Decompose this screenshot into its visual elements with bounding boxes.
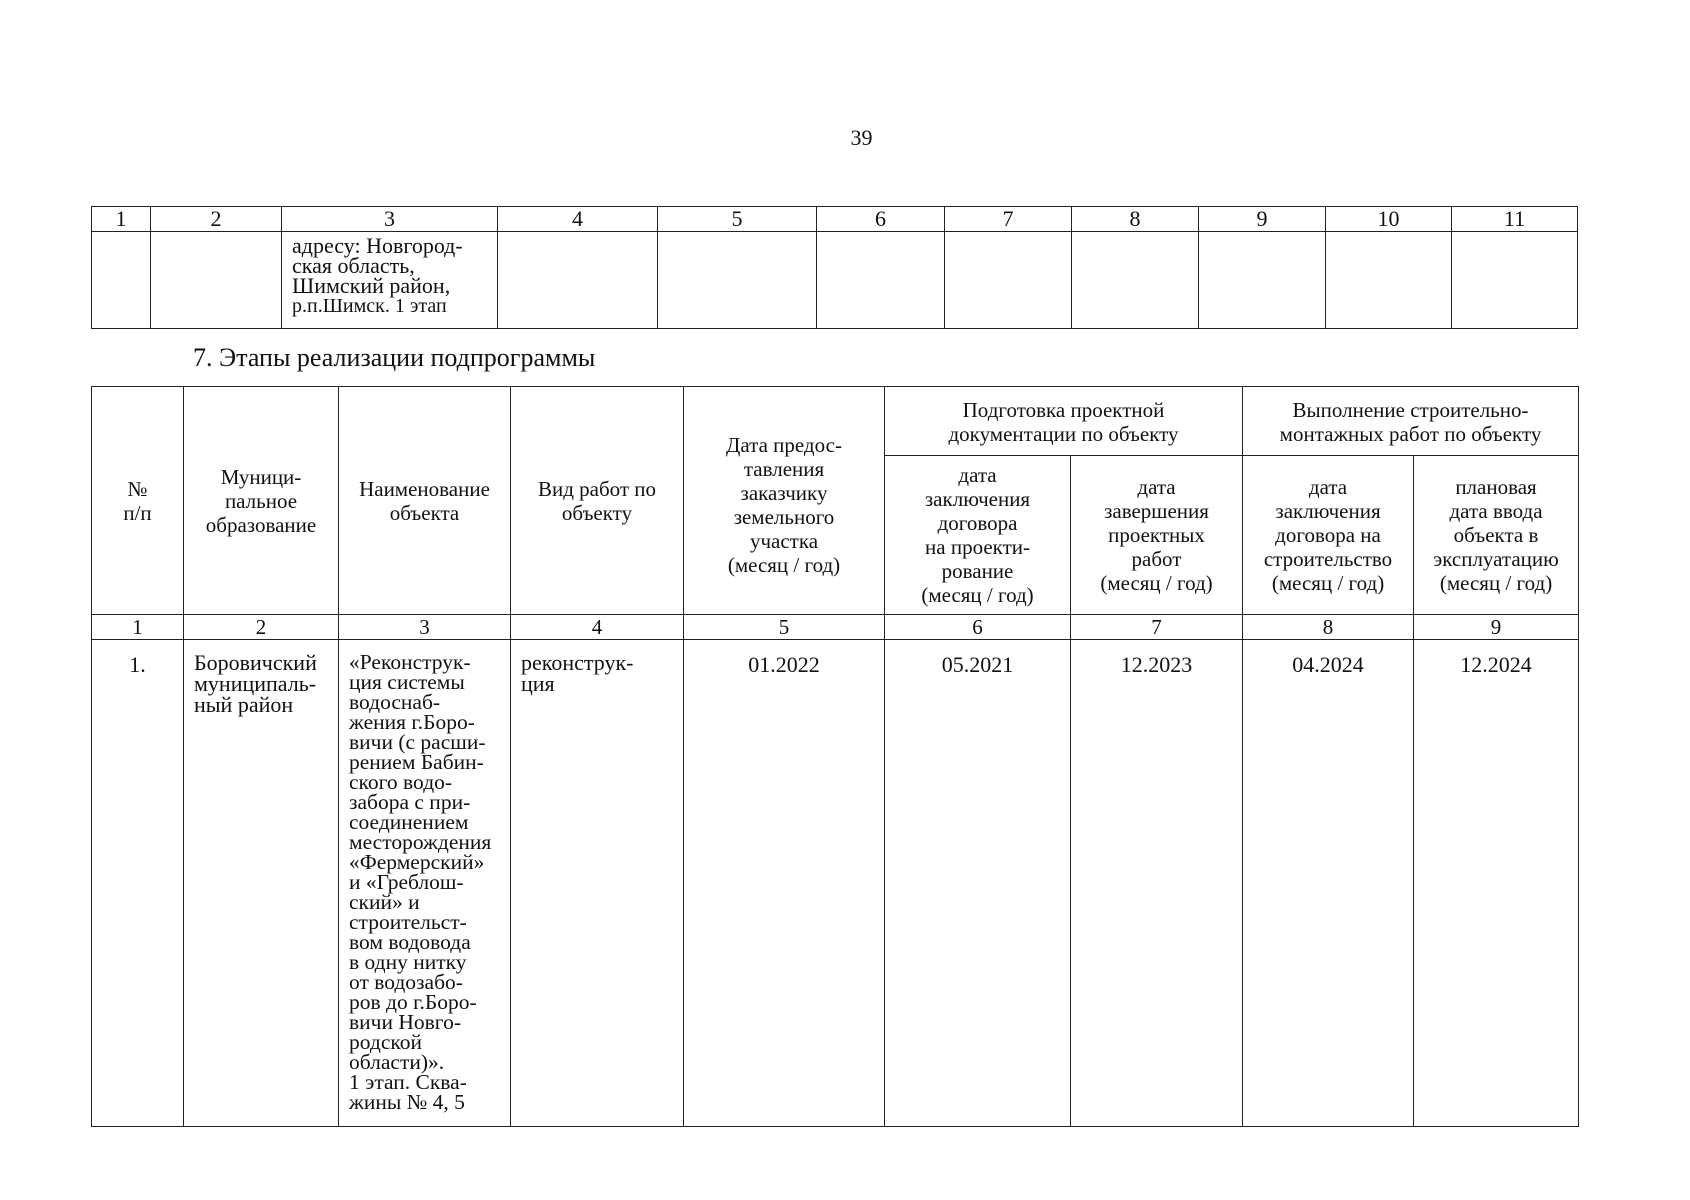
address-line: р.п.Шимск. 1 этап	[292, 295, 447, 317]
column-number-row	[92, 615, 1579, 640]
header-work-type: Вид работ по объекту	[511, 387, 684, 615]
address-line: Шимский район,	[292, 273, 451, 298]
empty-cell	[1072, 232, 1199, 329]
column-number: 6	[885, 615, 1071, 640]
row-number: 1.	[92, 640, 184, 1127]
header-num: № п/п	[92, 387, 184, 615]
header-design-contract-date: дата заключения договора на проекти- рование (месяц / год)	[885, 456, 1071, 615]
column-number: 10	[1326, 207, 1452, 232]
empty-cell	[817, 232, 945, 329]
empty-cell	[945, 232, 1072, 329]
column-number: 7	[945, 207, 1072, 232]
header-group-construction: Выполнение строительно- монтажных работ по объекту	[1243, 387, 1579, 456]
column-number: 2	[151, 207, 282, 232]
column-number: 5	[684, 615, 885, 640]
column-number: 11	[1452, 207, 1578, 232]
empty-cell	[151, 232, 282, 329]
column-number: 9	[1199, 207, 1326, 232]
header-design-completion-date: дата завершения проектных работ (месяц / год)	[1071, 456, 1243, 615]
empty-cell	[92, 232, 151, 329]
header-land-date: Дата предос- тавления заказчику земельного участка (месяц / год)	[684, 387, 885, 615]
column-number: 9	[1414, 615, 1579, 640]
empty-cell	[1326, 232, 1452, 329]
table-row	[92, 232, 1578, 329]
land-date-cell: 01.2022	[684, 640, 885, 1127]
page-number: 39	[850, 125, 873, 150]
column-number: 1	[92, 207, 151, 232]
design-completion-date-cell: 12.2023	[1071, 640, 1243, 1127]
column-number: 4	[498, 207, 658, 232]
column-number: 3	[339, 615, 511, 640]
header-group-design: Подготовка проектной документации по объекту	[885, 387, 1243, 456]
commissioning-date-cell: 12.2024	[1414, 640, 1579, 1127]
table-row	[92, 640, 1579, 1127]
column-number: 3	[282, 207, 498, 232]
header-commissioning-date: плановая дата ввода объекта в эксплуатацию (месяц / год)	[1414, 456, 1579, 615]
header-row-1	[92, 387, 1579, 456]
header-municipality: Муници- пальное образование	[184, 387, 339, 615]
column-number: 5	[658, 207, 817, 232]
empty-cell	[658, 232, 817, 329]
address-line: адресу: Новгород-	[292, 233, 463, 258]
municipality-cell: Боровичский муниципаль- ный район	[184, 640, 339, 1127]
stages-table	[91, 386, 1579, 1127]
address-cell	[282, 232, 498, 329]
continuation-table	[91, 206, 1578, 329]
header-object-name: Наименование объекта	[339, 387, 511, 615]
construction-contract-date-cell: 04.2024	[1243, 640, 1414, 1127]
header-construction-contract-date: дата заключения договора на строительство (месяц / год)	[1243, 456, 1414, 615]
design-contract-date-cell: 05.2021	[885, 640, 1071, 1127]
empty-cell	[1452, 232, 1578, 329]
column-number: 7	[1071, 615, 1243, 640]
column-number: 2	[184, 615, 339, 640]
section-title: 7. Этапы реализации подпрограммы	[193, 343, 596, 372]
object-name-cell: «Реконструк- ция системы водоснаб- жения г.Боро- вичи (с расши- рением Бабин- ского водо- забора с при- соединением месторождения «Фермерский» и «Греблош- ский» и строительст- вом водовода в одну нитку от водозабо- ров до г.Боро- вичи Новго- родской области)». 1 этап. Сква- жины № 4, 5	[339, 640, 511, 1127]
column-number: 4	[511, 615, 684, 640]
empty-cell	[1199, 232, 1326, 329]
column-number-row	[92, 207, 1578, 232]
column-number: 1	[92, 615, 184, 640]
work-type-cell: реконструк- ция	[511, 640, 684, 1127]
address-line: ская область,	[292, 253, 415, 278]
column-number: 8	[1072, 207, 1199, 232]
column-number: 8	[1243, 615, 1414, 640]
column-number: 6	[817, 207, 945, 232]
empty-cell	[498, 232, 658, 329]
